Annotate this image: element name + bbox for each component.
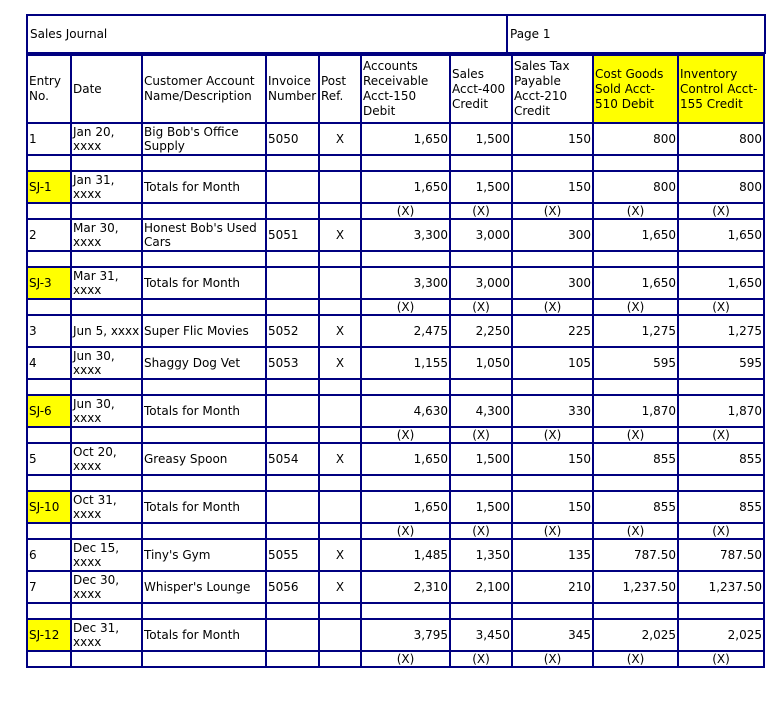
inventory-control-cell (678, 379, 764, 395)
sales-cell: 3,000 (450, 219, 512, 251)
invoice-cell: 5051 (266, 219, 319, 251)
sales-tax-cell: (X) (512, 299, 593, 315)
sales-tax-cell: 135 (512, 539, 593, 571)
inventory-control-cell: 800 (678, 171, 764, 203)
entry-no-cell: 3 (27, 315, 71, 347)
entry-no-cell: 1 (27, 123, 71, 155)
entry-no-cell (27, 523, 71, 539)
sales-cell: 2,250 (450, 315, 512, 347)
cost-goods-sold-cell: 1,650 (593, 219, 678, 251)
col-post-ref: Post Ref. (319, 55, 361, 123)
post-ref-cell (319, 171, 361, 203)
posting-mark-row (27, 203, 764, 219)
inventory-control-cell (678, 475, 764, 491)
journal-entry-row (27, 571, 764, 603)
invoice-cell (266, 171, 319, 203)
customer-cell (142, 603, 266, 619)
accounts-receivable-cell: 1,650 (361, 123, 450, 155)
customer-cell: Super Flic Movies (142, 315, 266, 347)
monthly-total-row (27, 619, 764, 651)
customer-cell: Shaggy Dog Vet (142, 347, 266, 379)
sales-tax-cell: 210 (512, 571, 593, 603)
col-sales: Sales Acct-400 Credit (450, 55, 512, 123)
journal-entry-row (27, 347, 764, 379)
posting-mark-row (27, 427, 764, 443)
accounts-receivable-cell (361, 379, 450, 395)
post-ref-cell: X (319, 315, 361, 347)
post-ref-cell (319, 491, 361, 523)
sales-cell: 1,500 (450, 171, 512, 203)
customer-cell: Whisper's Lounge (142, 571, 266, 603)
customer-cell: Greasy Spoon (142, 443, 266, 475)
column-header-row (27, 55, 764, 123)
customer-cell (142, 251, 266, 267)
sales-cell: 3,000 (450, 267, 512, 299)
post-ref-cell (319, 267, 361, 299)
post-ref-cell (319, 203, 361, 219)
cost-goods-sold-cell (593, 603, 678, 619)
entry-no-cell: 6 (27, 539, 71, 571)
accounts-receivable-cell (361, 251, 450, 267)
sales-tax-cell: 225 (512, 315, 593, 347)
entry-no-cell (27, 427, 71, 443)
spacer-row (27, 603, 764, 619)
invoice-cell: 5056 (266, 571, 319, 603)
customer-cell (142, 155, 266, 171)
sales-tax-cell: (X) (512, 523, 593, 539)
col-invoice: Invoice Number (266, 55, 319, 123)
entry-no-cell: SJ-1 (27, 171, 71, 203)
sales-tax-cell: 105 (512, 347, 593, 379)
cost-goods-sold-cell: (X) (593, 299, 678, 315)
entry-no-cell: 2 (27, 219, 71, 251)
inventory-control-cell: 855 (678, 443, 764, 475)
sales-tax-cell (512, 475, 593, 491)
customer-cell: Honest Bob's Used Cars (142, 219, 266, 251)
invoice-cell: 5055 (266, 539, 319, 571)
sales-cell: 1,350 (450, 539, 512, 571)
invoice-cell (266, 155, 319, 171)
date-cell (71, 299, 142, 315)
cost-goods-sold-cell: 787.50 (593, 539, 678, 571)
post-ref-cell (319, 603, 361, 619)
post-ref-cell: X (319, 443, 361, 475)
customer-cell (142, 427, 266, 443)
date-cell (71, 155, 142, 171)
entry-no-cell: 5 (27, 443, 71, 475)
cost-goods-sold-cell (593, 251, 678, 267)
cost-goods-sold-cell: 1,237.50 (593, 571, 678, 603)
post-ref-cell: X (319, 123, 361, 155)
post-ref-cell (319, 427, 361, 443)
date-cell: Dec 31, xxxx (71, 619, 142, 651)
accounts-receivable-cell (361, 603, 450, 619)
sales-tax-cell: 300 (512, 219, 593, 251)
date-cell (71, 427, 142, 443)
accounts-receivable-cell: 2,475 (361, 315, 450, 347)
inventory-control-cell: (X) (678, 299, 764, 315)
sales-cell (450, 379, 512, 395)
date-cell: Mar 30, xxxx (71, 219, 142, 251)
accounts-receivable-cell: 1,155 (361, 347, 450, 379)
date-cell: Jun 5, xxxx (71, 315, 142, 347)
cost-goods-sold-cell (593, 155, 678, 171)
inventory-control-cell: (X) (678, 523, 764, 539)
date-cell: Dec 15, xxxx (71, 539, 142, 571)
post-ref-cell (319, 523, 361, 539)
inventory-control-cell: 787.50 (678, 539, 764, 571)
post-ref-cell (319, 475, 361, 491)
invoice-cell (266, 251, 319, 267)
entry-no-cell (27, 203, 71, 219)
post-ref-cell (319, 651, 361, 667)
journal-title: Sales Journal (27, 15, 507, 53)
monthly-total-row (27, 267, 764, 299)
invoice-cell: 5050 (266, 123, 319, 155)
inventory-control-cell: (X) (678, 203, 764, 219)
date-cell (71, 603, 142, 619)
entry-no-cell: 4 (27, 347, 71, 379)
entry-no-cell (27, 475, 71, 491)
sales-cell (450, 603, 512, 619)
customer-cell (142, 475, 266, 491)
sales-cell: 4,300 (450, 395, 512, 427)
entry-no-cell (27, 651, 71, 667)
post-ref-cell (319, 379, 361, 395)
date-cell (71, 379, 142, 395)
journal-body (27, 123, 764, 667)
inventory-control-cell (678, 251, 764, 267)
accounts-receivable-cell: 1,650 (361, 443, 450, 475)
date-cell: Jun 30, xxxx (71, 347, 142, 379)
posting-mark-row (27, 299, 764, 315)
invoice-cell: 5054 (266, 443, 319, 475)
cost-goods-sold-cell: 800 (593, 171, 678, 203)
inventory-control-cell: 1,275 (678, 315, 764, 347)
post-ref-cell: X (319, 347, 361, 379)
sales-tax-cell (512, 155, 593, 171)
date-cell: Dec 30, xxxx (71, 571, 142, 603)
invoice-cell (266, 427, 319, 443)
col-accounts-receivable: Accounts Receivable Acct-150 Debit (361, 55, 450, 123)
monthly-total-row (27, 395, 764, 427)
journal-entry-row (27, 123, 764, 155)
accounts-receivable-cell: (X) (361, 523, 450, 539)
sales-cell: (X) (450, 651, 512, 667)
inventory-control-cell: 1,870 (678, 395, 764, 427)
date-cell: Jun 30, xxxx (71, 395, 142, 427)
entry-no-cell: SJ-3 (27, 267, 71, 299)
accounts-receivable-cell: 1,485 (361, 539, 450, 571)
date-cell (71, 203, 142, 219)
invoice-cell (266, 379, 319, 395)
invoice-cell (266, 475, 319, 491)
entry-no-cell (27, 379, 71, 395)
customer-cell: Big Bob's Office Supply (142, 123, 266, 155)
sales-cell: (X) (450, 427, 512, 443)
col-customer: Customer Account Name/Description (142, 55, 266, 123)
post-ref-cell: X (319, 539, 361, 571)
inventory-control-cell: (X) (678, 651, 764, 667)
cost-goods-sold-cell: 855 (593, 491, 678, 523)
date-cell (71, 523, 142, 539)
post-ref-cell: X (319, 219, 361, 251)
col-inventory-control: Inventory Control Acct-155 Credit (678, 55, 764, 123)
customer-cell (142, 523, 266, 539)
cost-goods-sold-cell: (X) (593, 427, 678, 443)
spacer-row (27, 155, 764, 171)
cost-goods-sold-cell: 855 (593, 443, 678, 475)
post-ref-cell: X (319, 571, 361, 603)
date-cell: Jan 31, xxxx (71, 171, 142, 203)
journal-header (26, 14, 766, 54)
monthly-total-row (27, 491, 764, 523)
sales-tax-cell: 345 (512, 619, 593, 651)
invoice-cell (266, 395, 319, 427)
date-cell: Jan 20, xxxx (71, 123, 142, 155)
customer-cell (142, 299, 266, 315)
cost-goods-sold-cell: 2,025 (593, 619, 678, 651)
entry-no-cell (27, 299, 71, 315)
journal-entry-row (27, 315, 764, 347)
accounts-receivable-cell: (X) (361, 427, 450, 443)
invoice-cell: 5052 (266, 315, 319, 347)
entry-no-cell: SJ-12 (27, 619, 71, 651)
date-cell: Mar 31, xxxx (71, 267, 142, 299)
sales-tax-cell (512, 251, 593, 267)
sales-tax-cell: (X) (512, 203, 593, 219)
cost-goods-sold-cell: (X) (593, 651, 678, 667)
cost-goods-sold-cell (593, 379, 678, 395)
accounts-receivable-cell (361, 475, 450, 491)
sales-cell (450, 155, 512, 171)
entry-no-cell (27, 155, 71, 171)
sales-cell: 3,450 (450, 619, 512, 651)
col-entry-no: Entry No. (27, 55, 71, 123)
sales-cell: (X) (450, 523, 512, 539)
customer-cell (142, 651, 266, 667)
customer-cell: Totals for Month (142, 491, 266, 523)
sales-cell (450, 475, 512, 491)
sales-tax-cell: 150 (512, 443, 593, 475)
date-cell (71, 651, 142, 667)
date-cell: Oct 20, xxxx (71, 443, 142, 475)
accounts-receivable-cell: 3,300 (361, 219, 450, 251)
entry-no-cell: SJ-6 (27, 395, 71, 427)
sales-cell: (X) (450, 299, 512, 315)
spacer-row (27, 379, 764, 395)
post-ref-cell (319, 251, 361, 267)
sales-cell: 1,500 (450, 443, 512, 475)
entry-no-cell (27, 251, 71, 267)
accounts-receivable-cell: (X) (361, 651, 450, 667)
post-ref-cell (319, 155, 361, 171)
page-number: Page 1 (507, 15, 765, 53)
invoice-cell (266, 619, 319, 651)
cost-goods-sold-cell: 1,275 (593, 315, 678, 347)
sales-journal-table (26, 54, 765, 668)
cost-goods-sold-cell: 595 (593, 347, 678, 379)
invoice-cell (266, 267, 319, 299)
col-cost-goods-sold: Cost Goods Sold Acct-510 Debit (593, 55, 678, 123)
sales-tax-cell: 150 (512, 491, 593, 523)
sales-cell: 1,050 (450, 347, 512, 379)
invoice-cell (266, 651, 319, 667)
entry-no-cell: SJ-10 (27, 491, 71, 523)
inventory-control-cell: 2,025 (678, 619, 764, 651)
post-ref-cell (319, 395, 361, 427)
customer-cell: Tiny's Gym (142, 539, 266, 571)
journal-entry-row (27, 443, 764, 475)
sales-tax-cell (512, 603, 593, 619)
accounts-receivable-cell: 3,300 (361, 267, 450, 299)
inventory-control-cell (678, 603, 764, 619)
accounts-receivable-cell: 3,795 (361, 619, 450, 651)
accounts-receivable-cell: (X) (361, 299, 450, 315)
sales-tax-cell: 150 (512, 123, 593, 155)
entry-no-cell: 7 (27, 571, 71, 603)
date-cell: Oct 31, xxxx (71, 491, 142, 523)
invoice-cell (266, 299, 319, 315)
accounts-receivable-cell: 2,310 (361, 571, 450, 603)
spacer-row (27, 475, 764, 491)
accounts-receivable-cell: 1,650 (361, 171, 450, 203)
cost-goods-sold-cell: (X) (593, 203, 678, 219)
monthly-total-row (27, 171, 764, 203)
sales-cell (450, 251, 512, 267)
inventory-control-cell: 1,650 (678, 219, 764, 251)
journal-entry-row (27, 539, 764, 571)
sales-cell: 2,100 (450, 571, 512, 603)
inventory-control-cell: 595 (678, 347, 764, 379)
customer-cell: Totals for Month (142, 619, 266, 651)
cost-goods-sold-cell: 1,650 (593, 267, 678, 299)
inventory-control-cell: 1,650 (678, 267, 764, 299)
invoice-cell: 5053 (266, 347, 319, 379)
sales-tax-cell: 300 (512, 267, 593, 299)
accounts-receivable-cell: 1,650 (361, 491, 450, 523)
invoice-cell (266, 491, 319, 523)
col-date: Date (71, 55, 142, 123)
post-ref-cell (319, 619, 361, 651)
customer-cell: Totals for Month (142, 395, 266, 427)
date-cell (71, 475, 142, 491)
sales-tax-cell: (X) (512, 651, 593, 667)
spacer-row (27, 251, 764, 267)
posting-mark-row (27, 651, 764, 667)
cost-goods-sold-cell: (X) (593, 523, 678, 539)
sales-cell: 1,500 (450, 123, 512, 155)
inventory-control-cell: 1,237.50 (678, 571, 764, 603)
cost-goods-sold-cell: 1,870 (593, 395, 678, 427)
sales-cell: (X) (450, 203, 512, 219)
posting-mark-row (27, 523, 764, 539)
inventory-control-cell (678, 155, 764, 171)
invoice-cell (266, 523, 319, 539)
sales-cell: 1,500 (450, 491, 512, 523)
inventory-control-cell: (X) (678, 427, 764, 443)
journal-entry-row (27, 219, 764, 251)
sales-tax-cell: 150 (512, 171, 593, 203)
invoice-cell (266, 603, 319, 619)
inventory-control-cell: 855 (678, 491, 764, 523)
customer-cell: Totals for Month (142, 267, 266, 299)
invoice-cell (266, 203, 319, 219)
cost-goods-sold-cell: 800 (593, 123, 678, 155)
sales-tax-cell: (X) (512, 427, 593, 443)
customer-cell: Totals for Month (142, 171, 266, 203)
accounts-receivable-cell: 4,630 (361, 395, 450, 427)
cost-goods-sold-cell (593, 475, 678, 491)
post-ref-cell (319, 299, 361, 315)
accounts-receivable-cell (361, 155, 450, 171)
customer-cell (142, 203, 266, 219)
sales-tax-cell: 330 (512, 395, 593, 427)
customer-cell (142, 379, 266, 395)
inventory-control-cell: 800 (678, 123, 764, 155)
col-sales-tax: Sales Tax Payable Acct-210 Credit (512, 55, 593, 123)
entry-no-cell (27, 603, 71, 619)
date-cell (71, 251, 142, 267)
accounts-receivable-cell: (X) (361, 203, 450, 219)
sales-tax-cell (512, 379, 593, 395)
